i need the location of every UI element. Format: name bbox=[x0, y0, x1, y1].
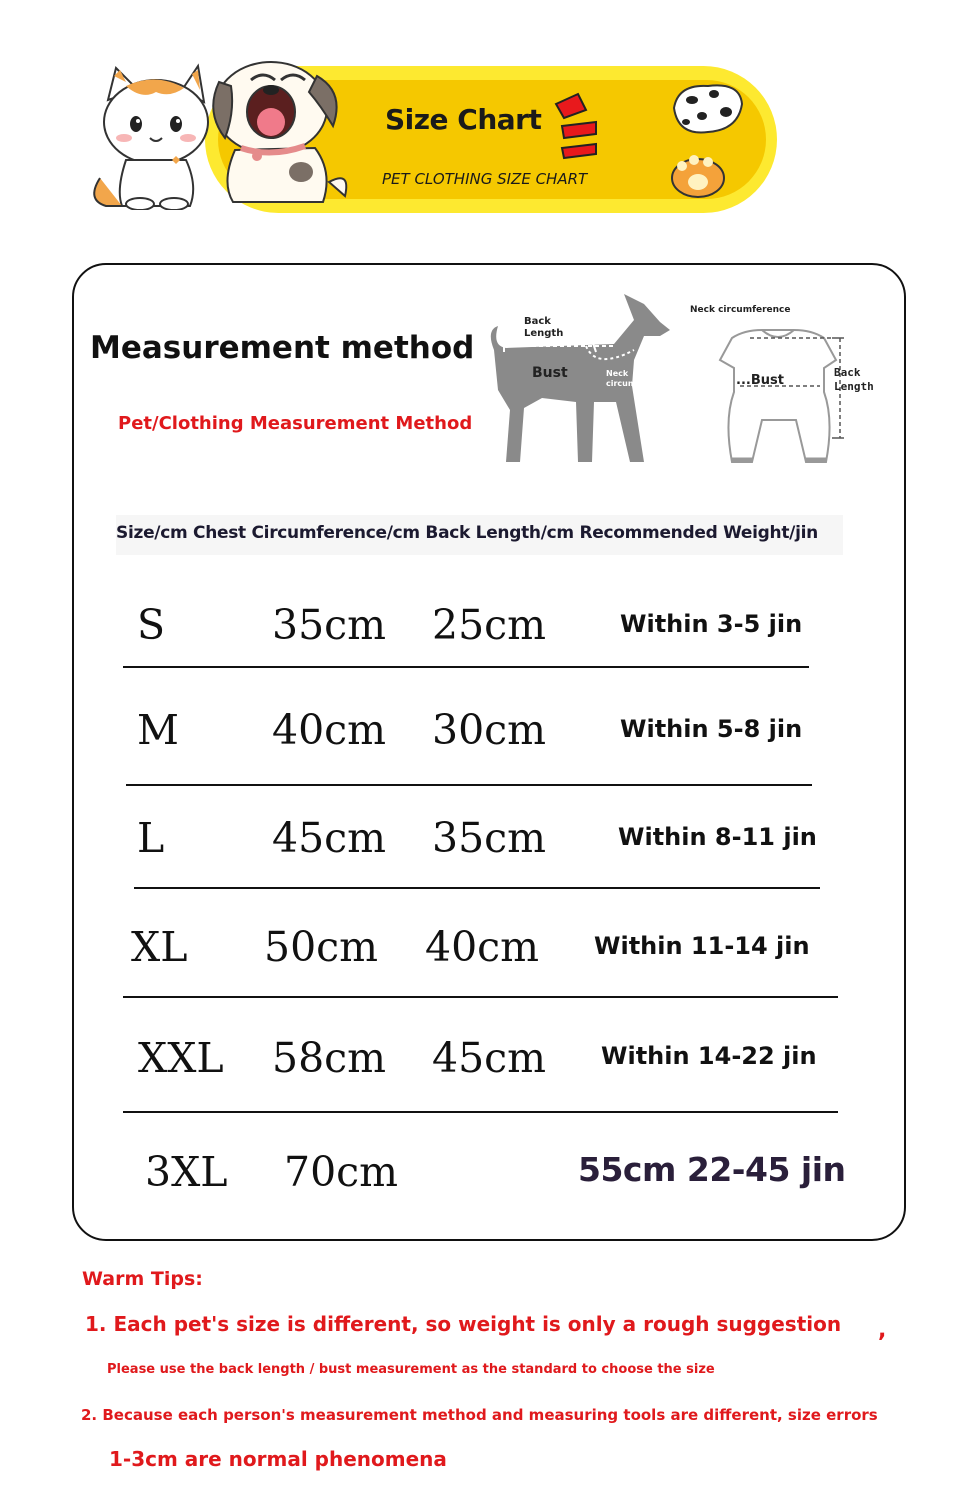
back-length-cell: 40cm bbox=[425, 923, 540, 971]
chest-cell: 45cm bbox=[272, 814, 387, 862]
dog-measurement-diagram bbox=[484, 290, 680, 470]
measurement-title: Measurement method bbox=[90, 330, 475, 366]
weight-cell: Within 11-14 jin bbox=[594, 932, 810, 960]
weight-cell: Within 5-8 jin bbox=[620, 715, 803, 743]
row-divider bbox=[123, 1111, 838, 1113]
size-cell: M bbox=[137, 706, 179, 754]
tip-2: 2. Because each person's measurement method and measuring tools are different, size errors bbox=[81, 1406, 878, 1424]
back-length-cell: 45cm bbox=[432, 1034, 547, 1082]
banner-title: Size Chart bbox=[385, 103, 542, 136]
dog-neck-label-2: circumference bbox=[606, 379, 671, 388]
dog-neck-label-1: Neck bbox=[606, 369, 629, 378]
cat-illustration-icon bbox=[86, 60, 216, 210]
tip-2-continued: 1-3cm are normal phenomena bbox=[109, 1447, 447, 1471]
row-divider bbox=[123, 666, 809, 668]
back-length-cell: 25cm bbox=[432, 601, 547, 649]
row-divider bbox=[126, 784, 812, 786]
stray-mark: , bbox=[878, 1318, 887, 1343]
chest-cell: 40cm bbox=[272, 706, 387, 754]
weight-cell: Within 3-5 jin bbox=[620, 610, 803, 638]
tips-heading: Warm Tips: bbox=[82, 1268, 203, 1290]
chest-cell: 58cm bbox=[272, 1034, 387, 1082]
dog-back-length-label-1: Back bbox=[524, 316, 551, 327]
chest-cell: 70cm bbox=[284, 1148, 399, 1196]
back-length-cell: 30cm bbox=[432, 706, 547, 754]
clothing-measurement-diagram bbox=[684, 300, 889, 470]
row-divider bbox=[134, 887, 820, 889]
shirt-neck-label: Neck circumference bbox=[690, 305, 791, 315]
red-burst-icon bbox=[552, 92, 604, 162]
shirt-back-length-label-1: Back bbox=[834, 366, 861, 379]
tip-1: 1. Each pet's size is different, so weight is only a rough suggestion bbox=[85, 1312, 842, 1336]
row-divider bbox=[123, 996, 838, 998]
back-length-weight-cell: 55cm 22-45 jin bbox=[578, 1150, 846, 1189]
leopard-print-icon bbox=[668, 78, 748, 140]
back-length-cell: 35cm bbox=[432, 814, 547, 862]
dog-illustration-icon bbox=[205, 52, 355, 212]
weight-cell: Within 8-11 jin bbox=[618, 823, 817, 851]
size-cell: XL bbox=[131, 923, 188, 971]
size-cell: L bbox=[137, 814, 165, 862]
size-cell: S bbox=[137, 601, 166, 649]
chest-cell: 35cm bbox=[272, 601, 387, 649]
weight-cell: Within 14-22 jin bbox=[601, 1042, 817, 1070]
dog-bust-label: Bust bbox=[532, 365, 568, 381]
table-header: Size/cm Chest Circumference/cm Back Length/cm Recommended Weight/jin bbox=[116, 523, 818, 543]
size-cell: 3XL bbox=[145, 1148, 228, 1196]
size-cell: XXL bbox=[138, 1034, 224, 1082]
measurement-subtitle: Pet/Clothing Measurement Method bbox=[118, 413, 473, 434]
paw-icon bbox=[664, 146, 734, 200]
tip-1-note: Please use the back length / bust measurement as the standard to choose the size bbox=[107, 1362, 715, 1377]
dog-back-length-label-2: Length bbox=[524, 328, 564, 339]
chest-cell: 50cm bbox=[264, 923, 379, 971]
shirt-bust-label: ...Bust bbox=[736, 373, 784, 388]
banner-subtitle: PET CLOTHING SIZE CHART bbox=[382, 170, 588, 188]
shirt-back-length-label-2: Length bbox=[834, 380, 874, 393]
